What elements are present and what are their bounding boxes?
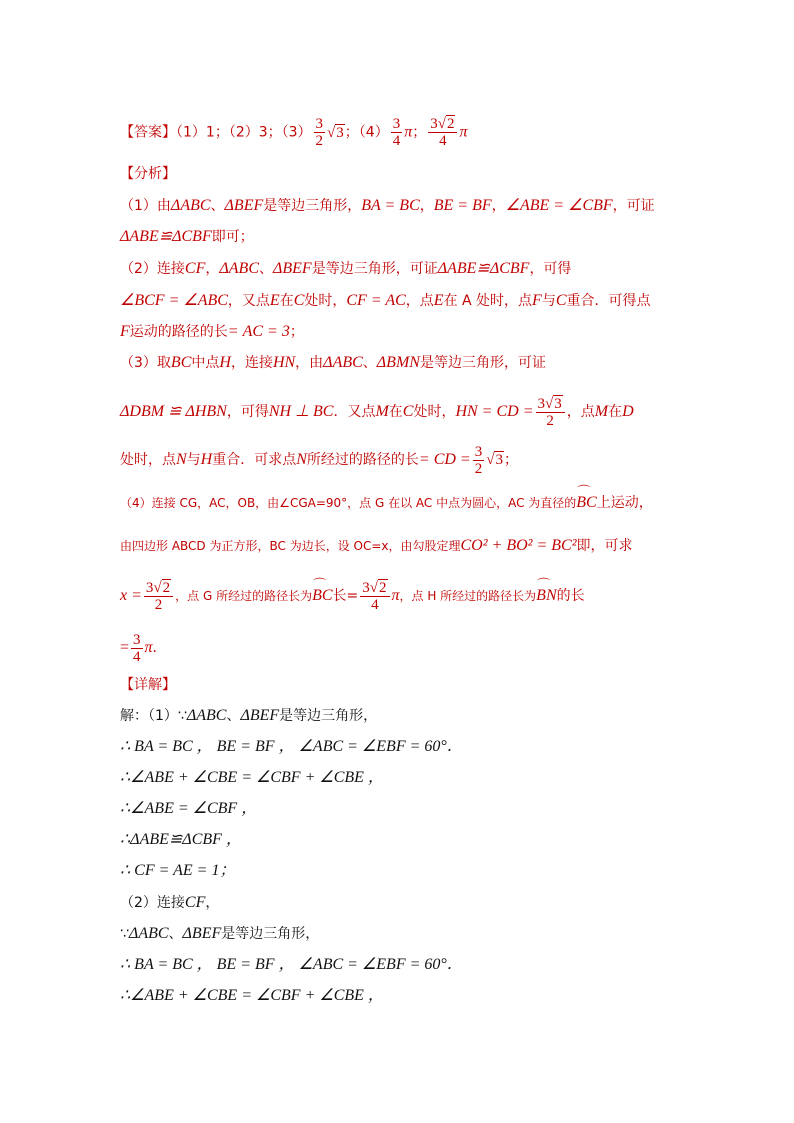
- analysis-line-9: （4）连接 CG，AC，OB，由∠CGA=90°，点 G 在以 AC 中点为圆心，AC 为直径的⌒ BC上运动，: [120, 493, 676, 513]
- detail-line-10: ∴∠ABE + ∠CBE = ∠CBF + ∠CBE ，: [120, 987, 384, 1004]
- analysis-line-3: （2）连接CF，ΔABC、ΔBEF是等边三角形，可证ΔABE≌ΔCBF，可得: [120, 260, 572, 277]
- analysis-line-4: ∠BCF = ∠ABC，又点E在C处时，CF = AC，点E在 A 处时，点F与C重合．可得点: [120, 292, 651, 309]
- analysis-line-10: 由四边形 ABCD 为正方形，BC 为边长，设 OC=x，由勾股定理CO² + BO² = BC²即，可求: [120, 537, 633, 554]
- detail-label: 【详解】: [120, 677, 176, 693]
- answer-fraction-1: $\frac{3}{2}$: [315, 116, 324, 149]
- detail-line-8: ∵ΔABC、ΔBEF是等边三角形，: [120, 925, 320, 942]
- answer-label: 【答案】: [120, 124, 176, 141]
- answer-line: 【答案】（1）1；（2）3；（3） $\frac{3}{2}$ √3；（4） $\frac{3}{4}$ π； $\frac{3√2}{4}$ π: [120, 116, 468, 149]
- analysis-line-6: （3）取BC中点H，连接HN，由ΔABC、ΔBMN是等边三角形，可证: [120, 354, 546, 371]
- analysis-line-7: ΔDBM ≌ ΔHBN，可得NH ⊥ BC．又点M在C处时，HN = CD = $\frac{3√3}{2}$ ，点M在D: [120, 395, 634, 429]
- analysis-line-1: （1）由ΔABC、ΔBEF是等边三角形，BA = BC，BE = BF，∠ABE = ∠CBF，可证: [120, 197, 655, 214]
- detail-line-3: ∴∠ABE + ∠CBE = ∠CBF + ∠CBE ，: [120, 769, 384, 786]
- detail-line-9: ∴ BA = BC ， BE = BF ， ∠ABC = ∠EBF = 60°．: [120, 956, 463, 973]
- detail-line-4: ∴∠ABE = ∠CBF ，: [120, 800, 258, 817]
- detail-line-5: ∴ΔABE≌ΔCBF ，: [120, 831, 242, 848]
- analysis-line-11: x = $\frac{3√2}{2}$ ，点 G 所经过的路径长为⌒ BC长= $\frac{3√2}{4}$ π，点 H 所经过的路径长为⌒ BN的长: [120, 576, 676, 616]
- answer-fraction-2: $\frac{3}{4}$: [392, 116, 401, 149]
- analysis-line-2: ΔABE≌ΔCBF即可；: [120, 228, 254, 245]
- analysis-line-5: F运动的路径的长= AC = 3；: [120, 323, 304, 340]
- analysis-label: 【分析】: [120, 166, 176, 182]
- detail-line-1: 解：（1）∵ΔABC、ΔBEF是等边三角形，: [120, 707, 378, 724]
- detail-line-7: （2）连接CF，: [120, 894, 220, 911]
- detail-line-6: ∴ CF = AE = 1；: [120, 862, 236, 879]
- analysis-line-8: 处时，点N与H重合．可求点N所经过的路径的长= CD = $\frac{3}{2}$ √3；: [120, 443, 518, 477]
- analysis-line-12: = $\frac{3}{4}$ π．: [120, 631, 167, 665]
- detail-line-2: ∴ BA = BC ， BE = BF ， ∠ABC = ∠EBF = 60°．: [120, 738, 463, 755]
- answer-fraction-3: $\frac{3√2}{4}$: [428, 116, 457, 149]
